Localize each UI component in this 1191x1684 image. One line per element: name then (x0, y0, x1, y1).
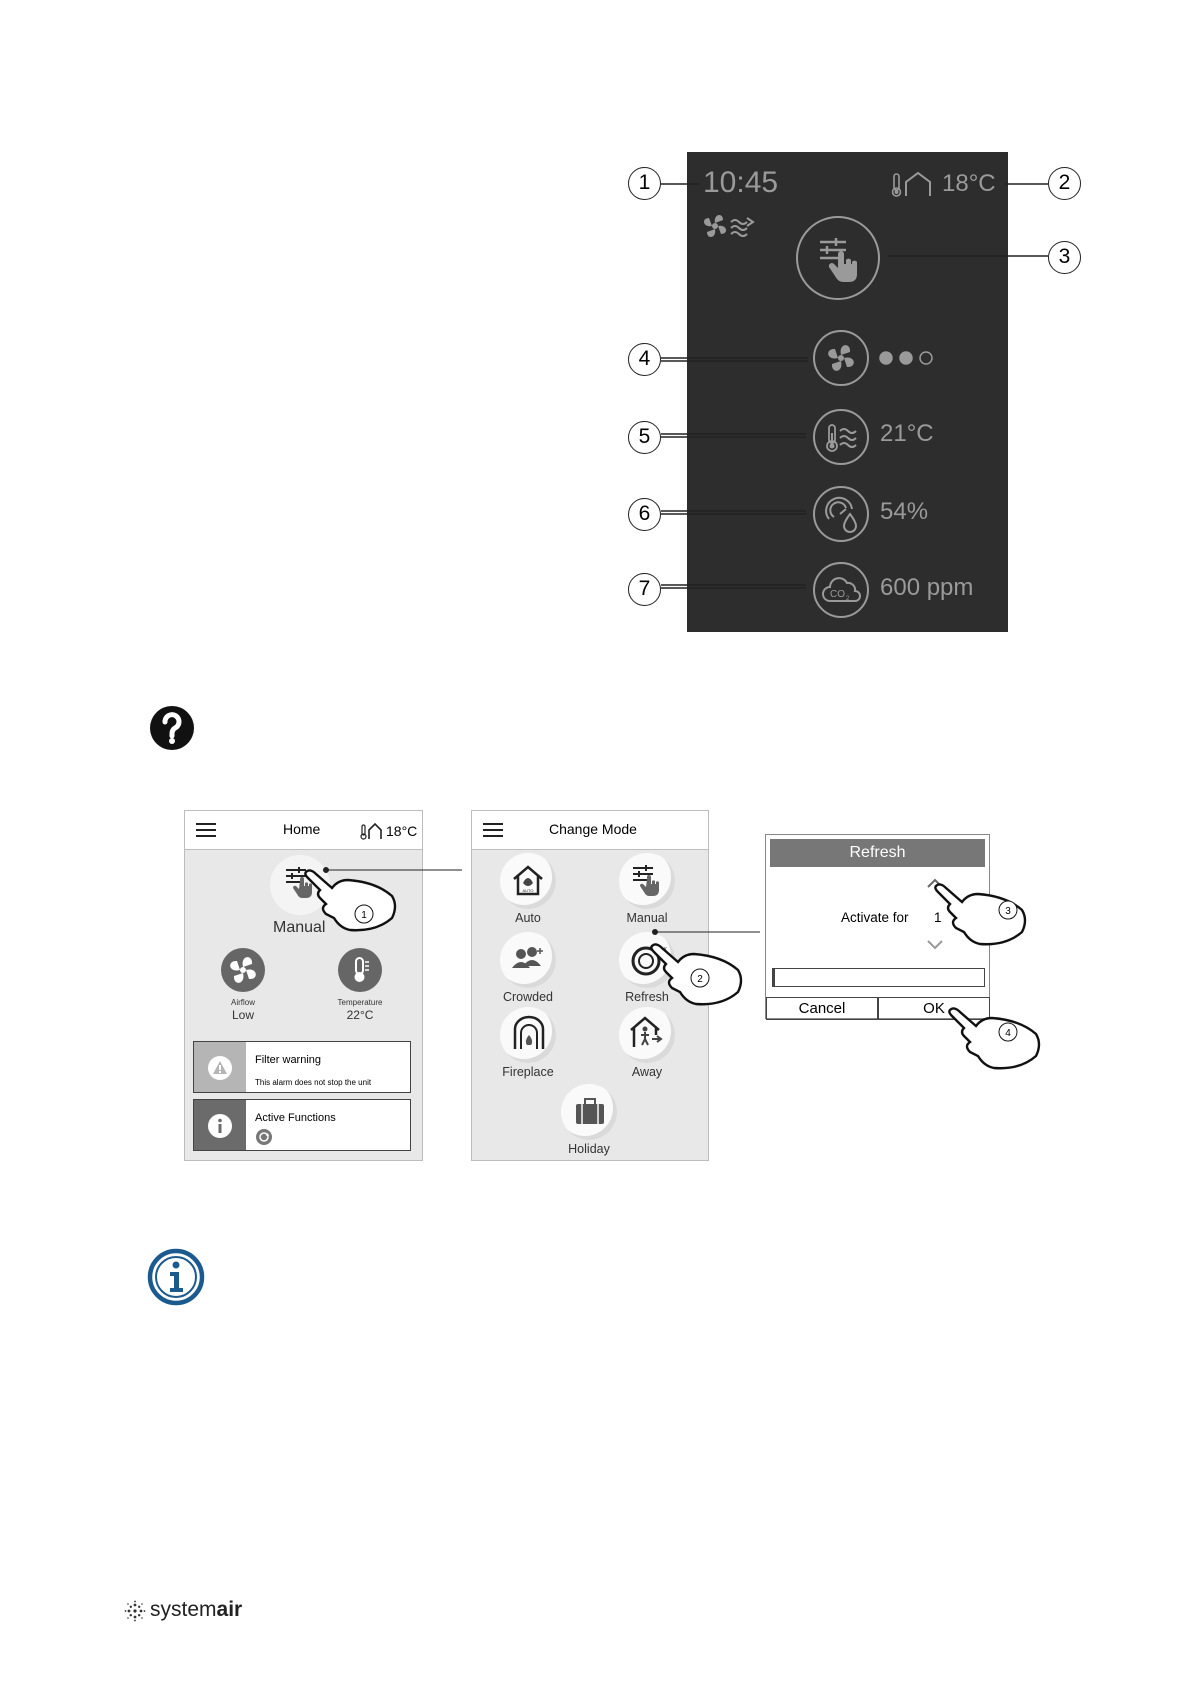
step-4-number: 4 (1005, 1028, 1011, 1039)
mode-refresh-label: Refresh (625, 990, 669, 1004)
alarm-text: This alarm does not stop the unit (255, 1078, 372, 1087)
mode-holiday[interactable] (558, 1084, 620, 1156)
tap-hand-pointer-icon (300, 866, 400, 936)
temperature-value: 22°C (346, 1008, 374, 1022)
alarm-title: Filter warning (255, 1054, 322, 1066)
holiday-suitcase-icon (573, 1096, 607, 1128)
callout-5: 5 (628, 421, 661, 454)
temperature-label: Temperature (337, 998, 383, 1007)
home-outdoor-temp: 18°C (386, 823, 418, 839)
mode-crowded-label: Crowded (502, 990, 554, 1004)
tap-hand-pointer-icon (646, 940, 746, 1010)
mode-fireplace-label: Fireplace (502, 1065, 554, 1079)
callout-4: 4 (628, 343, 661, 376)
dialog-title: Refresh (770, 839, 985, 867)
tap-hand-pointer-icon (930, 880, 1030, 950)
mode-label: Manual (273, 919, 326, 936)
info-icon (207, 1113, 233, 1139)
info-card-side (194, 1100, 246, 1150)
airflow-value: Low (231, 1008, 254, 1022)
mode-auto-label: Auto (515, 911, 541, 925)
outdoor-temperature: 18°C (942, 170, 996, 197)
mode-manual-label: Manual (626, 911, 668, 925)
callout-3: 3 (1048, 241, 1081, 274)
systemair-dots-icon (124, 1600, 146, 1622)
activate-for-value[interactable]: 1 (934, 910, 942, 925)
active-functions-title: Active Functions (255, 1112, 336, 1124)
step-1-number: 1 (361, 910, 367, 921)
step-2-number: 2 (697, 974, 703, 985)
change-mode-title: Change Mode (549, 821, 637, 837)
brand-name-light: system (150, 1598, 217, 1621)
mode-holiday-label: Holiday (568, 1142, 610, 1156)
co2-icon-subscript: 2 (846, 596, 850, 602)
tap-hand-pointer-icon (944, 1004, 1044, 1074)
ok-button[interactable]: OK (878, 997, 990, 1020)
callout-6: 6 (628, 498, 661, 531)
callout-1: 1 (628, 167, 661, 200)
clock-time: 10:45 (703, 166, 779, 199)
step-3-number: 3 (1005, 906, 1011, 917)
temperature-value: 21°C (880, 420, 934, 447)
activate-for-label: Activate for (841, 910, 909, 925)
callout-2: 2 (1048, 167, 1081, 200)
refresh-function-icon (255, 1128, 273, 1146)
active-functions-card[interactable] (193, 1099, 411, 1151)
mode-away-label: Away (631, 1065, 663, 1079)
callout-7: 7 (628, 573, 661, 606)
callout-lines (0, 0, 1191, 700)
co2-value: 600 ppm (880, 574, 974, 601)
airflow-label: Airflow (230, 998, 255, 1007)
auto-badge: AUTO (522, 888, 534, 893)
info-note-icon (147, 1248, 205, 1306)
question-icon (150, 706, 194, 750)
home-title: Home (283, 821, 321, 837)
co2-icon-text: CO (830, 589, 845, 600)
humidity-value: 54% (880, 498, 929, 525)
brand-name-bold: air (216, 1598, 243, 1621)
cancel-button[interactable]: Cancel (766, 997, 878, 1020)
